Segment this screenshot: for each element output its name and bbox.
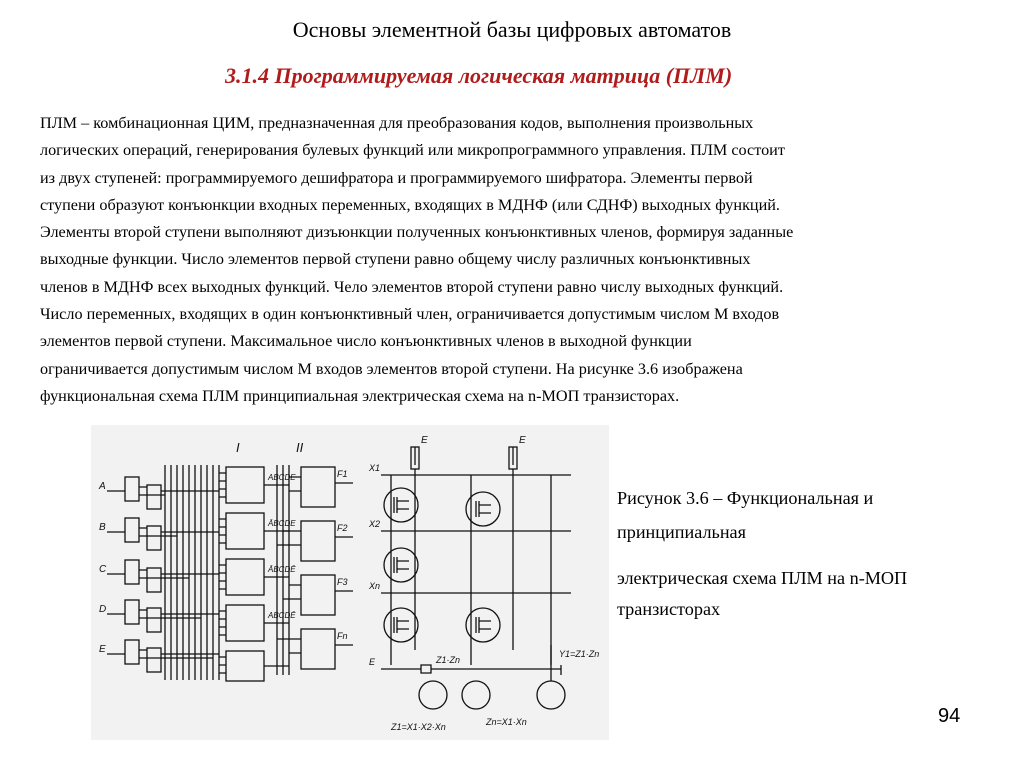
supply-label-1: E [421,435,428,446]
paragraph-line: членов в МДНФ всех выходных функций. Чело элементов второй ступени равно числу выходных функций. [40,277,784,296]
output-y-label: Y1=Z1·Zn [559,649,600,659]
pla-schematic-figure [91,425,609,740]
paragraph-line: элементов первой ступени. Максимальное число конъюнктивных членов в выходной функции [40,332,692,351]
supply-label-2: E [519,435,526,446]
input-inverters [107,477,161,672]
slide-title: Основы элементной базы цифровых автоматов [292,17,732,42]
stage-label-1: I [236,440,240,455]
mos-matrix [381,447,571,709]
input-label-c: C [99,564,107,575]
output-label-fn: Fn [337,631,348,641]
conj-label-2: ĀBCDE [268,519,296,528]
input-label-a: A [99,481,106,492]
stage-label-2: II [296,440,304,455]
caption-line: Рисунок 3.6 – Функциональная и [617,488,874,508]
matrix-input-x2: X2 [369,519,381,529]
paragraph-line: выходные функции. Число элементов первой ступени равно общему числу различных конъюнктивных [40,250,751,269]
conj-label-1: ABCDE [268,473,296,482]
pla-schematic [91,425,609,740]
conj-label-3: ĀBCDĒ [268,565,296,574]
matrix-input-xn: Xn [369,581,381,591]
paragraph-line: ограничивается допустимым числом М входов элементов второй ступени. На рисунке 3.6 изображена [40,359,743,378]
paragraph-line: Число переменных, входящих в один конъюнктивный член, ограничивается допустимым числом М входов [40,305,780,324]
paragraph-line: Элементы второй ступени выполняют дизъюнкции полученных конъюнктивных членов, формируя заданные [40,223,794,242]
paragraph-line: из двух ступеней: программируемого дешифратора и программируемого шифратора. Элементы первой [40,168,753,187]
output-bus-label: Z1·Zn [436,655,461,665]
conj-label-4: ABCDĒ [268,611,296,620]
output-label-f1: F1 [337,469,348,479]
input-label-d: D [99,604,107,615]
caption-line: принципиальная [617,522,746,542]
caption-line: электрическая схема ПЛМ на n-МОП [617,568,908,588]
input-label-b: B [99,522,106,533]
output-label-f2: F2 [337,523,348,533]
paragraph-line: логических операций, генерирования булевых функций или микропрограммного управления. ПЛМ состоит [40,141,785,160]
paragraph-line: ступени образуют конъюнкции входных переменных, входящих в МДНФ (или СДНФ) выходных функций. [40,195,780,214]
paragraph-line: функциональная схема ПЛМ принципиальная электрическая схема на n-МОП транзисторах. [40,386,680,405]
body-paragraph [40,110,988,410]
section-subtitle: 3.1.4 Программируемая логическая матрица (ПЛМ) [225,63,733,88]
paragraph-line: ПЛМ – комбинационная ЦИМ, предназначенная для преобразования кодов, выполнения произвольных [40,114,754,132]
caption-line: транзисторах [617,599,721,619]
z1-expression: Z1=X1·X2·Xn [391,722,446,732]
page-number: 94 [938,705,961,727]
matrix-input-e: E [369,657,376,667]
input-label-e: E [99,644,106,655]
matrix-input-x1: X1 [369,463,381,473]
zn-expression: Zn=X1·Xn [486,717,527,727]
output-label-f3: F3 [337,577,348,587]
and-gates [219,467,264,681]
